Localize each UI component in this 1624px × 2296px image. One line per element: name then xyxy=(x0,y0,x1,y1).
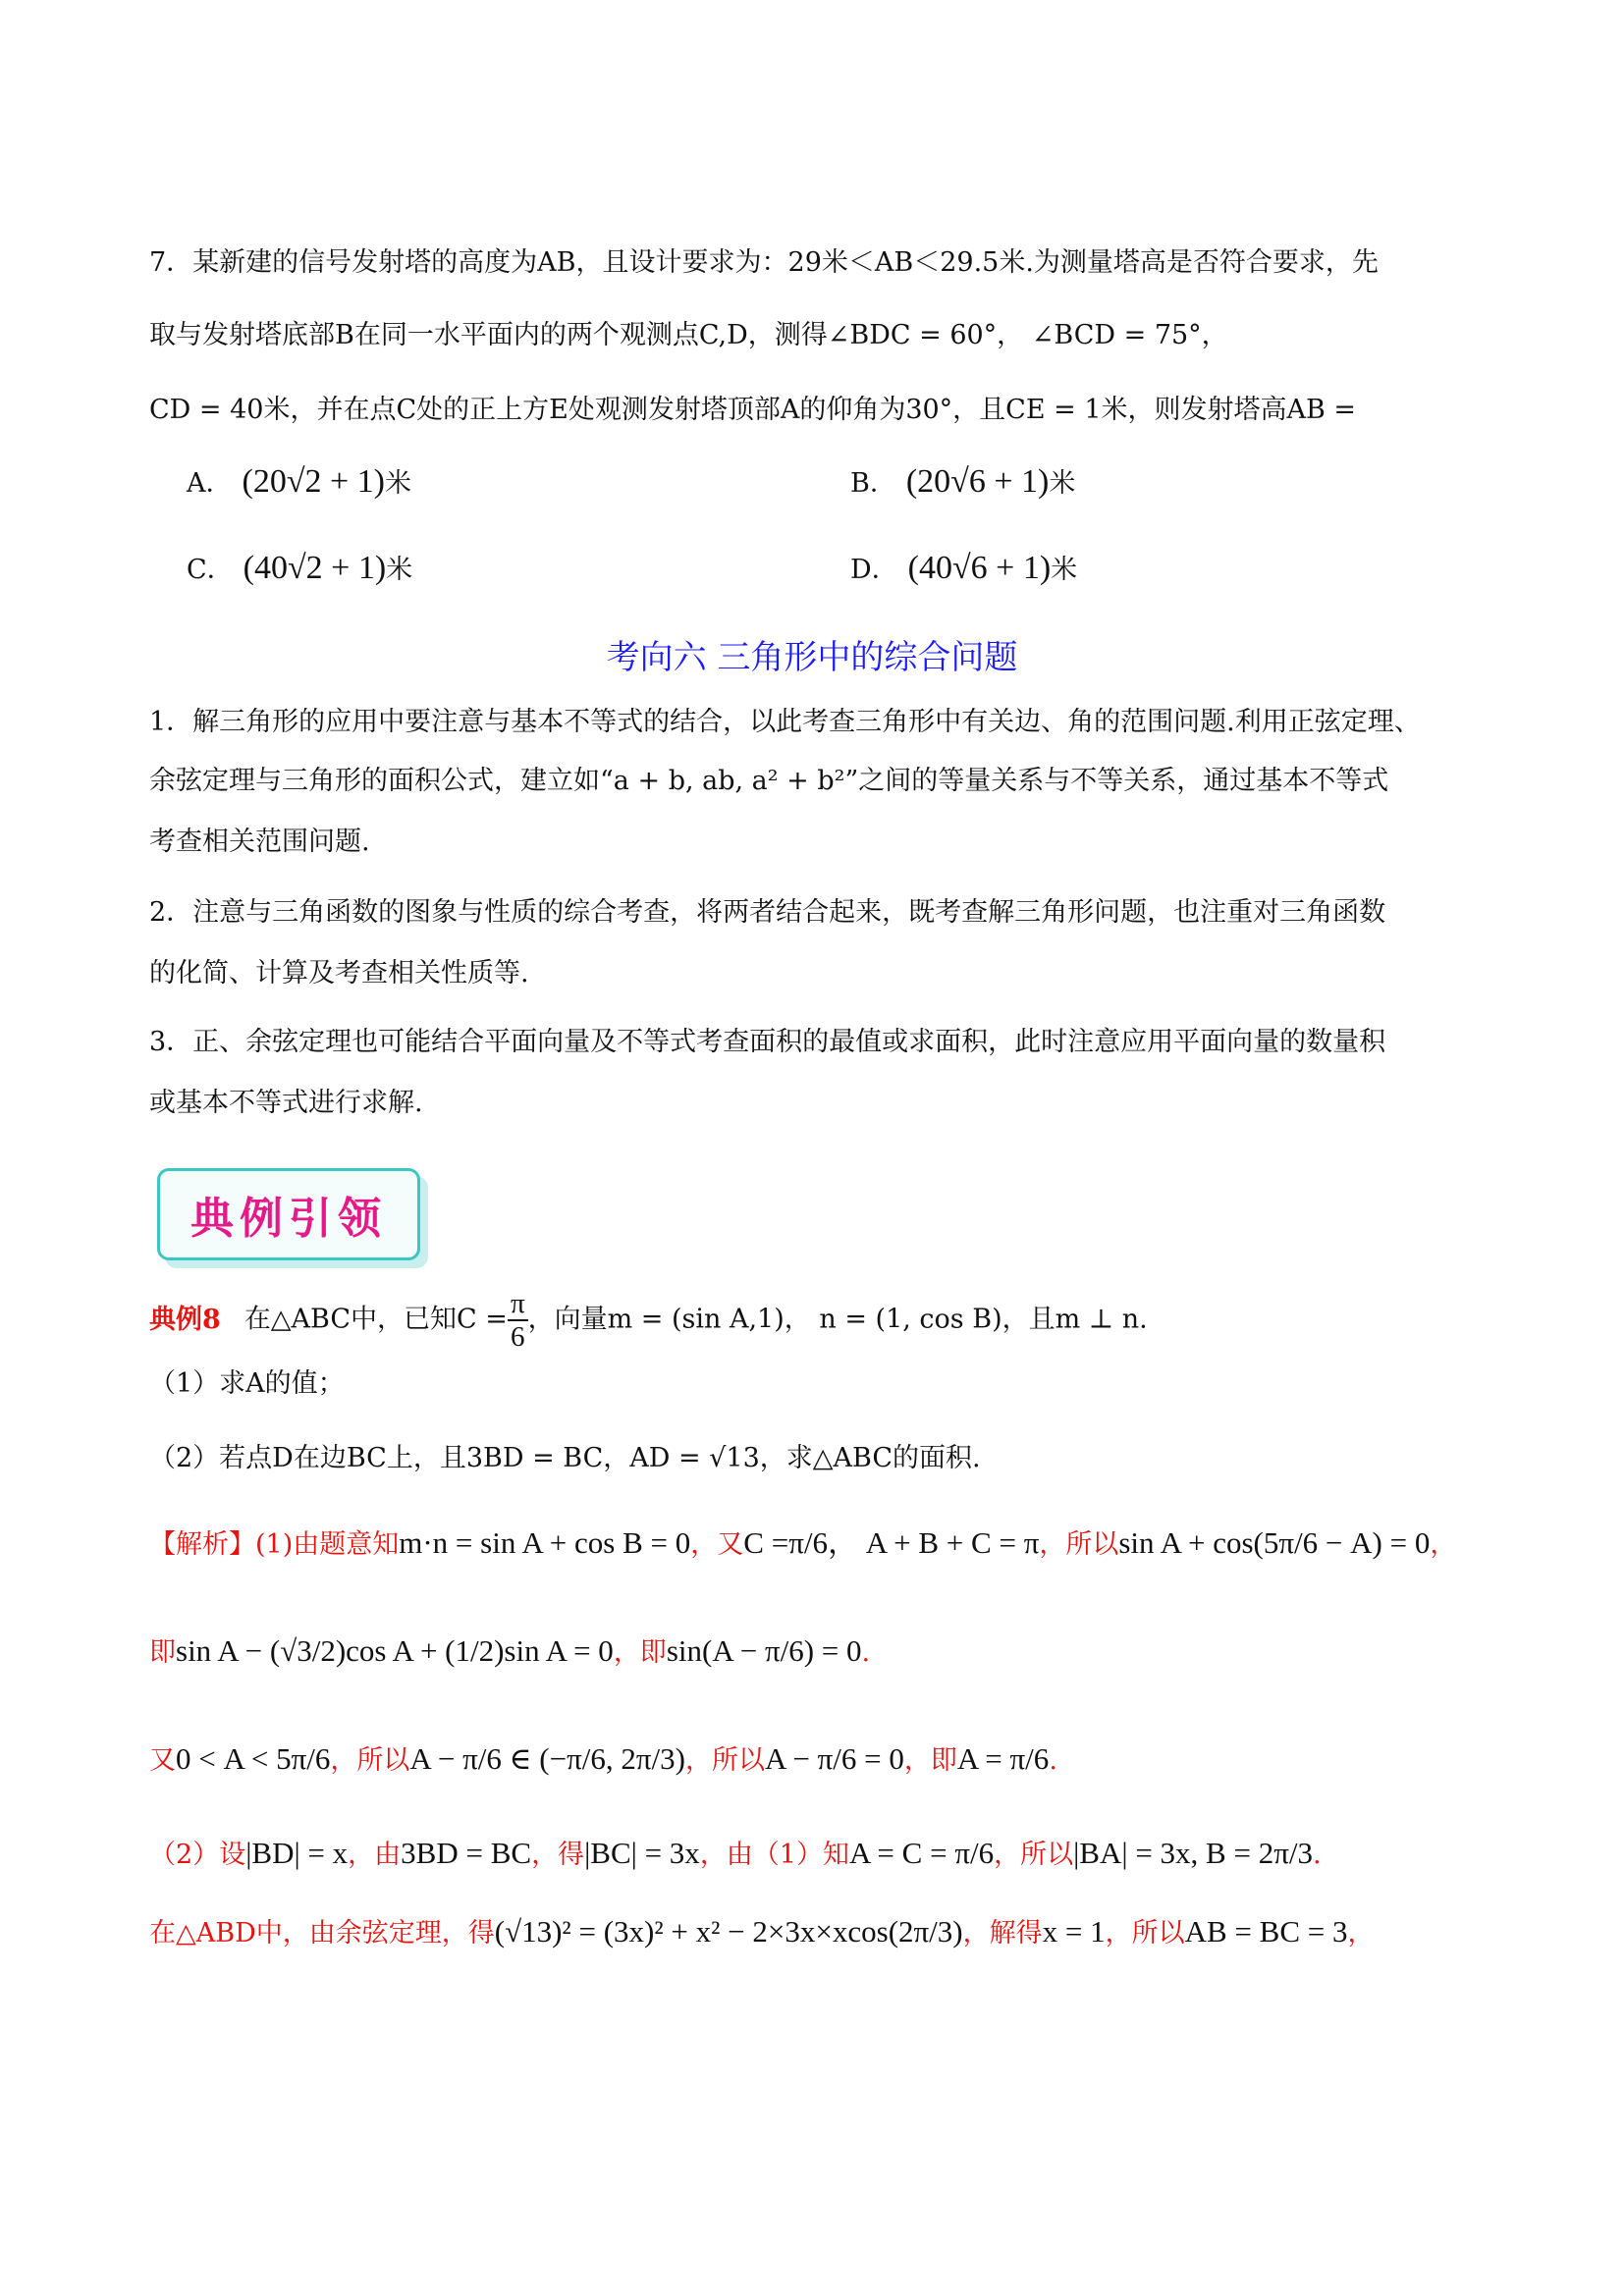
example-badge-text: 典例引领 xyxy=(190,1194,387,1244)
option-a-unit: 米 xyxy=(384,468,411,499)
example-stem-a: 在△ABC中，已知C = xyxy=(244,1304,508,1335)
option-b-label: B． xyxy=(850,468,896,499)
solution-s5-b: (√13)² = (3x)² + x² − 2×3x×xcos(2π/3) xyxy=(494,1914,963,1949)
q7-line-2: 取与发射塔底部B在同一水平面内的两个观测点C,D，测得∠BDC = 60°， ∠BCD = 75°， xyxy=(149,320,1228,350)
solution-s4-f: |BC| = 3x xyxy=(584,1836,700,1870)
example-badge xyxy=(157,1168,420,1260)
solution-s1-c: ，又 xyxy=(690,1529,744,1560)
option-c-label: C． xyxy=(187,555,234,585)
solution-s5-d: x = 1 xyxy=(1042,1914,1106,1949)
example-q1: （1）求A的值； xyxy=(149,1368,345,1399)
solution-s5-g: ， xyxy=(1347,1918,1375,1949)
solution-s2-c: ，即 xyxy=(613,1637,667,1668)
solution-s2-b: sin A − (√3/2)cos A + (1/2)sin A = 0 xyxy=(176,1633,614,1668)
section-p1-line-3: 考查相关范围问题. xyxy=(149,827,370,857)
option-a xyxy=(187,461,411,501)
fraction-numerator: π xyxy=(508,1288,528,1321)
solution-s3-h: A = π/6 xyxy=(956,1741,1050,1776)
solution-s1-g: ，所以 xyxy=(1039,1529,1119,1560)
solution-s3-f: A − π/6 = 0 xyxy=(764,1741,904,1776)
solution-s3-e: ，所以 xyxy=(684,1745,765,1776)
option-d-label: D． xyxy=(850,555,898,585)
solution-s5-f: AB = BC = 3 xyxy=(1184,1914,1348,1949)
example-q2: （2）若点D在边BC上，且3BD = BC，AD = √13，求△ABC的面积. xyxy=(149,1443,981,1473)
solution-line-1 xyxy=(149,1523,1456,1565)
option-c-value: (40√2 + 1) xyxy=(243,550,387,586)
section-p1-line-2: 余弦定理与三角形的面积公式，建立如“a + b, ab, a² + b²”之间的等量关系与不等关系，通过基本不等式 xyxy=(149,766,1389,796)
solution-s3-g: ，即 xyxy=(903,1745,957,1776)
section-title: 考向六 三角形中的综合问题 xyxy=(606,638,1018,677)
solution-s4-k: . xyxy=(1312,1840,1322,1870)
example-stem-fraction xyxy=(508,1288,528,1353)
section-p3-line-2: 或基本不等式进行求解. xyxy=(149,1088,423,1118)
solution-s4-i: ，所以 xyxy=(994,1840,1074,1870)
option-d-unit: 米 xyxy=(1051,555,1078,585)
option-d xyxy=(850,548,1077,587)
solution-s4-e: ，得 xyxy=(531,1840,585,1870)
solution-s1-h: sin A + cos(5π/6 − A) = 0 xyxy=(1118,1525,1431,1560)
solution-s3-b: 0 < A < 5π/6 xyxy=(176,1741,331,1776)
section-p1-line-1: 1．解三角形的应用中要注意与基本不等式的结合，以此考查三角形中有关边、角的范围问题.利用正弦定理、 xyxy=(149,707,1421,737)
fraction-denominator: 6 xyxy=(511,1321,525,1353)
solution-line-5 xyxy=(149,1912,1374,1953)
option-b xyxy=(850,461,1075,501)
solution-s4-c: ，由 xyxy=(348,1840,402,1870)
option-b-unit: 米 xyxy=(1049,468,1076,499)
solution-s1-b: m·n = sin A + cos B = 0 xyxy=(399,1525,691,1560)
solution-s1-a: (1)由题意知 xyxy=(255,1529,400,1560)
example-stem xyxy=(149,1288,1148,1353)
solution-s3-a: 又 xyxy=(149,1745,176,1776)
solution-s4-a: （2）设 xyxy=(149,1840,246,1870)
option-a-label: A． xyxy=(187,468,233,499)
solution-s1-f: ， A + B + C = π xyxy=(827,1525,1040,1560)
solution-s2-e: . xyxy=(861,1637,871,1668)
solution-s3-i: . xyxy=(1049,1745,1057,1776)
solution-s5-e: ，所以 xyxy=(1105,1918,1185,1949)
solution-s4-g: ，由（1）知 xyxy=(699,1840,849,1870)
q7-line-1: 7．某新建的信号发射塔的高度为AB，且设计要求为：29米＜AB＜29.5米.为测量塔高是否符合要求，先 xyxy=(149,247,1379,278)
solution-s4-b: |BD| = x xyxy=(245,1836,349,1870)
solution-line-4 xyxy=(149,1834,1322,1875)
option-c-unit: 米 xyxy=(386,555,413,585)
section-p2-line-2: 的化简、计算及考查相关性质等. xyxy=(149,958,529,988)
option-d-value: (40√6 + 1) xyxy=(907,550,1052,586)
solution-line-3 xyxy=(149,1739,1057,1781)
solution-s2-a: 即 xyxy=(149,1637,176,1668)
solution-s4-d: 3BD = BC xyxy=(401,1836,532,1870)
solution-tag: 【解析】 xyxy=(149,1529,255,1560)
q7-line-3: CD = 40米，并在点C处的正上方E处观测发射塔顶部A的仰角为30°，且CE = 1米，则发射塔高AB = xyxy=(149,395,1357,425)
solution-s1-d: C = xyxy=(743,1525,789,1560)
solution-s5-c: ，解得 xyxy=(962,1918,1043,1949)
solution-s2-d: sin(A − π/6) = 0 xyxy=(666,1633,862,1668)
solution-s1-e: π/6 xyxy=(788,1525,828,1560)
solution-s3-d: A − π/6 ∈ (−π/6, 2π/3) xyxy=(409,1741,685,1776)
solution-s1-i: ， xyxy=(1430,1529,1457,1560)
solution-s4-h: A = C = π/6 xyxy=(849,1836,995,1870)
section-p3-line-1: 3．正、余弦定理也可能结合平面向量及不等式考查面积的最值或求面积，此时注意应用平面向量的数量积 xyxy=(149,1027,1386,1057)
option-b-value: (20√6 + 1) xyxy=(905,463,1050,500)
solution-line-2 xyxy=(149,1631,870,1673)
example-label: 典例8 xyxy=(149,1304,221,1335)
section-p2-line-1: 2．注意与三角函数的图象与性质的综合考查，将两者结合起来，既考查解三角形问题，也注重对三角函数 xyxy=(149,897,1386,928)
solution-s5-a: 在△ABD中，由余弦定理，得 xyxy=(149,1918,495,1949)
option-c xyxy=(187,548,412,587)
option-a-value: (20√2 + 1) xyxy=(242,463,385,500)
solution-s4-j: |BA| = 3x, B = 2π/3 xyxy=(1073,1836,1313,1870)
example-stem-b: ，向量m = (sin A,1)， n = (1, cos B)，且m ⊥ n. xyxy=(527,1304,1148,1335)
solution-s3-c: ，所以 xyxy=(330,1745,410,1776)
